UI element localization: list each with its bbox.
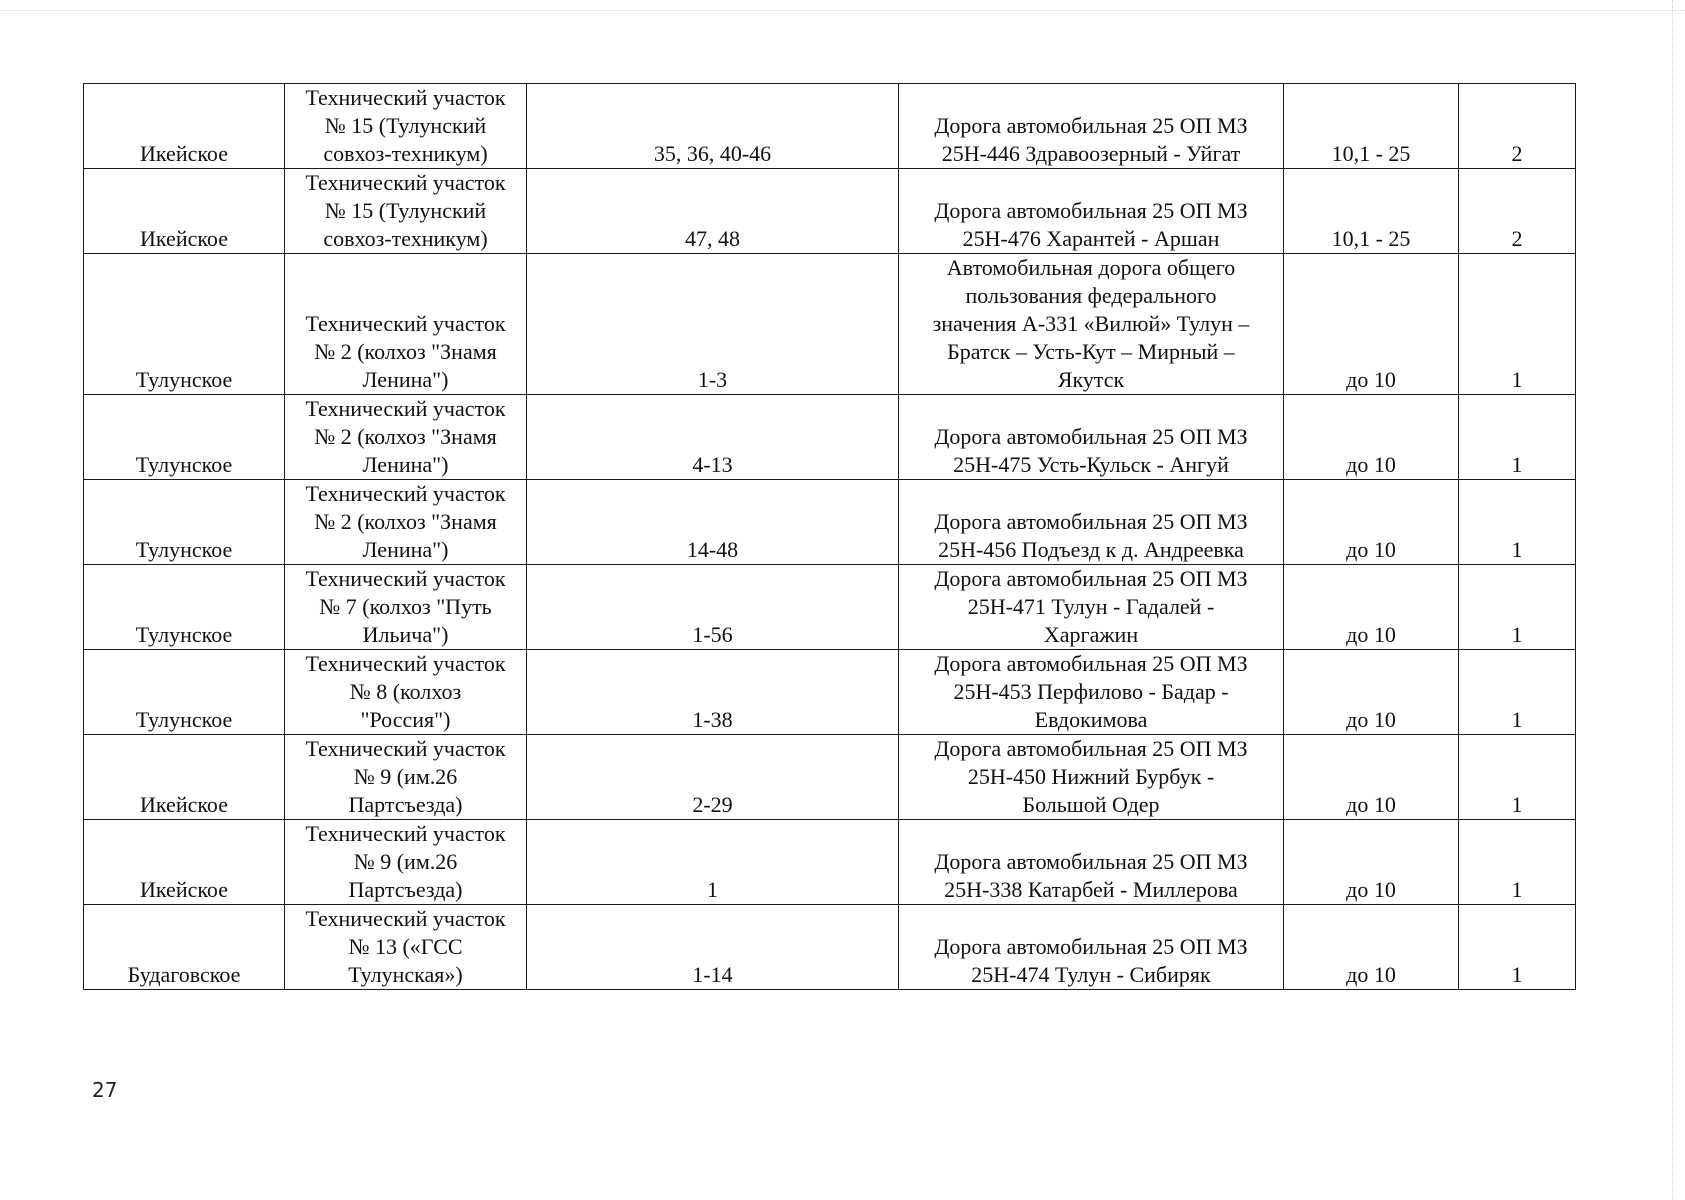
section-cell: Технический участок № 13 («ГСС Тулунская») [285, 905, 527, 990]
settlement-cell: Икейское [84, 820, 285, 905]
road-cell: Дорога автомобильная 25 ОП МЗ 25Н-475 Усть-Кульск - Ангуй [899, 395, 1284, 480]
plots-cell: 1-56 [527, 565, 899, 650]
road-cell: Дорога автомобильная 25 ОП МЗ 25Н-450 Нижний Бурбук - Большой Одер [899, 735, 1284, 820]
category-cell: 1 [1459, 395, 1576, 480]
settlement-cell: Тулунское [84, 395, 285, 480]
roads-table-body [84, 84, 1576, 990]
section-cell: Технический участок № 15 (Тулунский совхоз-техникум) [285, 84, 527, 169]
section-cell: Технический участок № 8 (колхоз "Россия") [285, 650, 527, 735]
distance-cell: до 10 [1284, 905, 1459, 990]
distance-cell: до 10 [1284, 565, 1459, 650]
settlement-cell: Икейское [84, 735, 285, 820]
distance-cell: до 10 [1284, 650, 1459, 735]
plots-cell: 1 [527, 820, 899, 905]
table-row [84, 565, 1576, 650]
distance-cell: до 10 [1284, 254, 1459, 395]
distance-cell: до 10 [1284, 480, 1459, 565]
road-cell: Автомобильная дорога общего пользования федерального значения А-331 «Вилюй» Тулун – Братск – Усть-Кут – Мирный – Якутск [899, 254, 1284, 395]
road-cell: Дорога автомобильная 25 ОП МЗ 25Н-474 Тулун - Сибиряк [899, 905, 1284, 990]
section-cell: Технический участок № 7 (колхоз "Путь Ильича") [285, 565, 527, 650]
distance-cell: 10,1 - 25 [1284, 84, 1459, 169]
road-cell: Дорога автомобильная 25 ОП МЗ 25Н-456 Подъезд к д. Андреевка [899, 480, 1284, 565]
table-row [84, 169, 1576, 254]
road-cell: Дорога автомобильная 25 ОП МЗ 25Н-453 Перфилово - Бадар - Евдокимова [899, 650, 1284, 735]
table-row [84, 84, 1576, 169]
table-row [84, 820, 1576, 905]
plots-cell: 47, 48 [527, 169, 899, 254]
table-row [84, 905, 1576, 990]
section-cell: Технический участок № 9 (им.26 Партсъезда) [285, 735, 527, 820]
settlement-cell: Икейское [84, 84, 285, 169]
settlement-cell: Тулунское [84, 650, 285, 735]
table-row [84, 254, 1576, 395]
distance-cell: 10,1 - 25 [1284, 169, 1459, 254]
table-row [84, 480, 1576, 565]
section-cell: Технический участок № 2 (колхоз "Знамя Ленина") [285, 395, 527, 480]
category-cell: 2 [1459, 84, 1576, 169]
scan-edge-top [0, 10, 1685, 11]
settlement-cell: Икейское [84, 169, 285, 254]
category-cell: 2 [1459, 169, 1576, 254]
category-cell: 1 [1459, 735, 1576, 820]
distance-cell: до 10 [1284, 395, 1459, 480]
settlement-cell: Тулунское [84, 565, 285, 650]
category-cell: 1 [1459, 905, 1576, 990]
category-cell: 1 [1459, 820, 1576, 905]
scan-edge-right [1672, 0, 1673, 1200]
table-row [84, 395, 1576, 480]
road-cell: Дорога автомобильная 25 ОП МЗ 25Н-476 Харантей - Аршан [899, 169, 1284, 254]
category-cell: 1 [1459, 254, 1576, 395]
page-number: 27 [92, 1078, 118, 1102]
category-cell: 1 [1459, 565, 1576, 650]
section-cell: Технический участок № 15 (Тулунский совхоз-техникум) [285, 169, 527, 254]
plots-cell: 2-29 [527, 735, 899, 820]
category-cell: 1 [1459, 480, 1576, 565]
distance-cell: до 10 [1284, 735, 1459, 820]
section-cell: Технический участок № 2 (колхоз "Знамя Ленина") [285, 480, 527, 565]
plots-cell: 35, 36, 40-46 [527, 84, 899, 169]
roads-table [83, 83, 1576, 990]
plots-cell: 4-13 [527, 395, 899, 480]
plots-cell: 1-14 [527, 905, 899, 990]
plots-cell: 1-3 [527, 254, 899, 395]
road-cell: Дорога автомобильная 25 ОП МЗ 25Н-338 Катарбей - Миллерова [899, 820, 1284, 905]
plots-cell: 14-48 [527, 480, 899, 565]
distance-cell: до 10 [1284, 820, 1459, 905]
table-row [84, 735, 1576, 820]
settlement-cell: Тулунское [84, 480, 285, 565]
settlement-cell: Тулунское [84, 254, 285, 395]
settlement-cell: Будаговское [84, 905, 285, 990]
section-cell: Технический участок № 9 (им.26 Партсъезда) [285, 820, 527, 905]
plots-cell: 1-38 [527, 650, 899, 735]
section-cell: Технический участок № 2 (колхоз "Знамя Ленина") [285, 254, 527, 395]
table-row [84, 650, 1576, 735]
road-cell: Дорога автомобильная 25 ОП МЗ 25Н-471 Тулун - Гадалей - Харгажин [899, 565, 1284, 650]
road-cell: Дорога автомобильная 25 ОП МЗ 25Н-446 Здравоозерный - Уйгат [899, 84, 1284, 169]
category-cell: 1 [1459, 650, 1576, 735]
